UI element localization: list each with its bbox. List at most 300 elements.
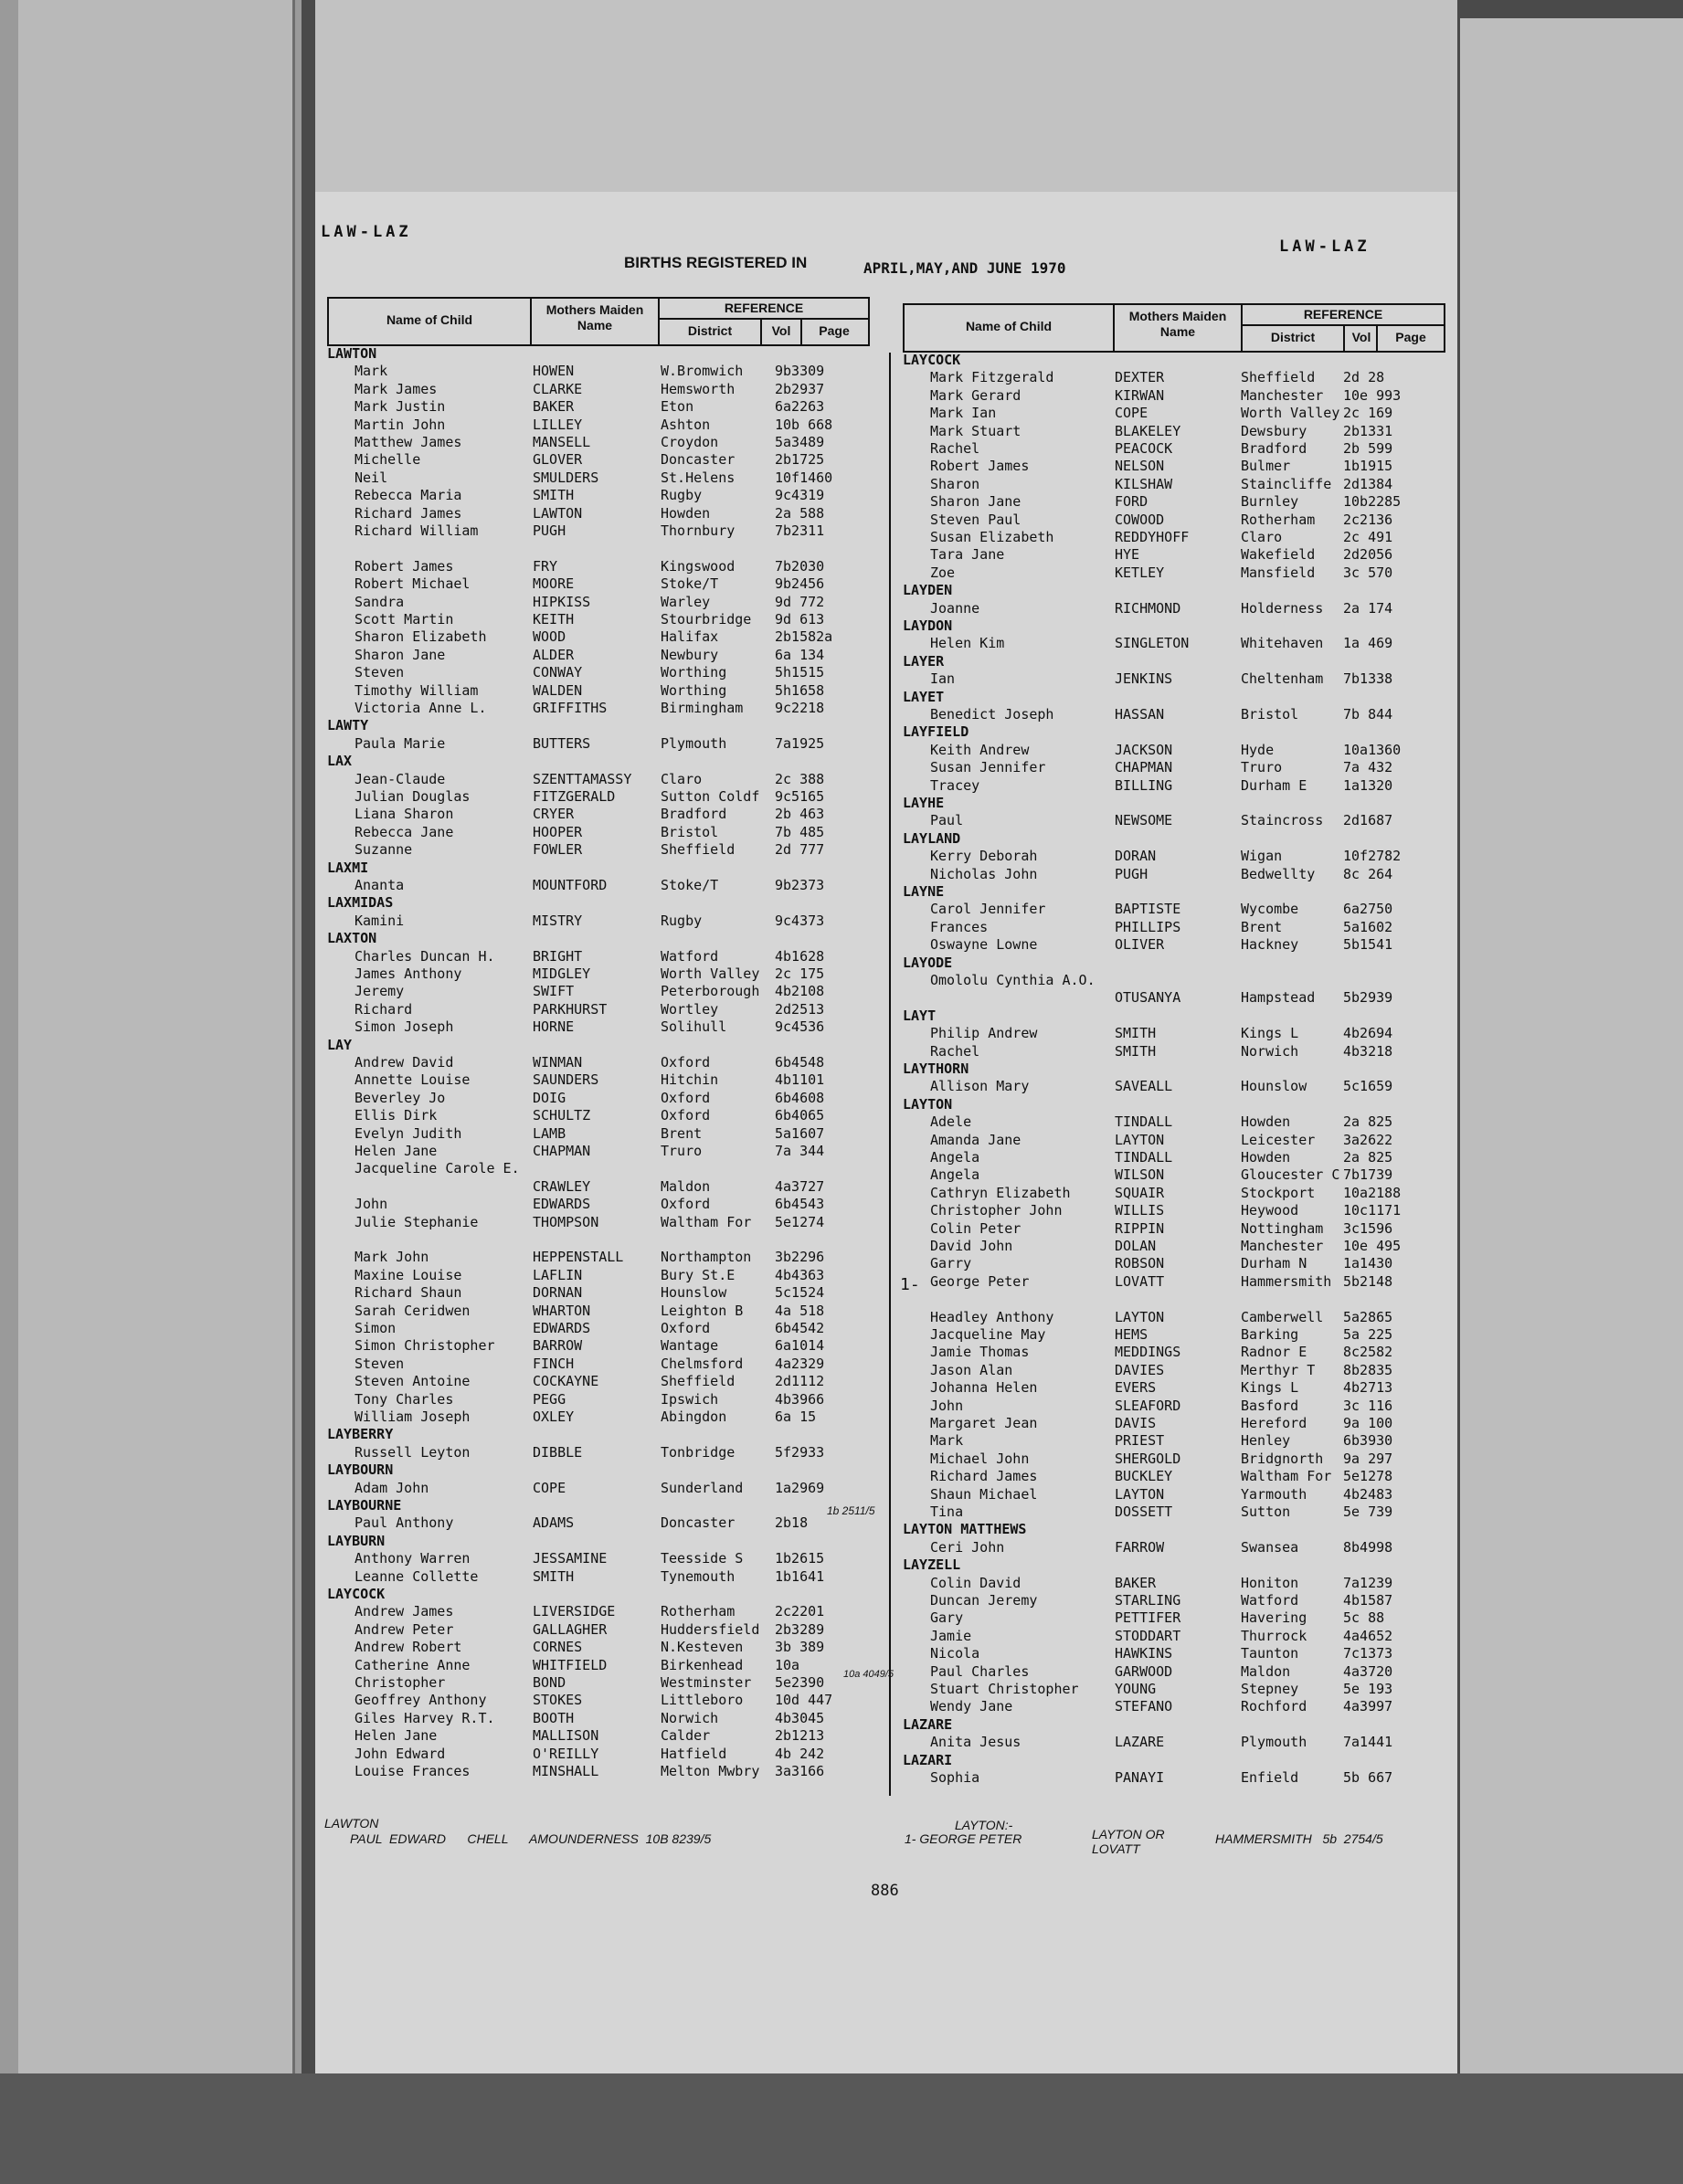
district: Huddersfield — [661, 1620, 760, 1638]
district: Worth Valley — [661, 965, 760, 982]
surname-heading — [903, 1716, 1451, 1734]
mother-maiden-name: CRAWLEY — [533, 1177, 591, 1195]
page-title: BIRTHS REGISTERED IN — [624, 254, 808, 271]
reference: 7b 485 — [775, 823, 825, 840]
child-name: Mark Gerard — [930, 386, 1021, 404]
district: Hackney — [1241, 936, 1299, 954]
district: Birmingham — [661, 700, 744, 716]
mother-maiden-name: BUCKLEY — [1115, 1468, 1173, 1485]
district: Eton — [661, 398, 694, 416]
reference: 2d2056 — [1343, 546, 1393, 564]
reference: 9d 772 — [775, 593, 825, 610]
mother-maiden-name: JACKSON — [1115, 741, 1173, 758]
district: Waltham For — [1241, 1468, 1332, 1485]
reference: 9b2456 — [775, 575, 825, 593]
mother-maiden-name: FORD — [1115, 493, 1148, 511]
column-separator — [889, 353, 891, 1796]
margin-mark: 1- — [900, 1275, 920, 1294]
district: Rochford — [1241, 1698, 1307, 1715]
district: Radnor E — [1241, 1344, 1307, 1361]
district: Doncaster — [661, 1514, 736, 1532]
mother-maiden-name: COPE — [533, 1479, 566, 1496]
mother-maiden-name: NEWSOME — [1115, 812, 1173, 829]
mother-maiden-name: LILLEY — [533, 416, 583, 433]
entry-row — [327, 381, 875, 398]
entry-row — [903, 1362, 1451, 1379]
mother-maiden-name: SMITH — [1115, 1025, 1157, 1042]
mother-maiden-name: WHITFIELD — [533, 1656, 608, 1673]
district: Leighton B — [661, 1302, 744, 1319]
child-name: Julie Stephanie — [355, 1213, 479, 1230]
surname-heading — [903, 617, 1451, 635]
reference: 4a3727 — [775, 1177, 825, 1195]
entry-row — [327, 398, 875, 416]
child-name: John — [355, 1196, 388, 1213]
district: Maldon — [661, 1177, 711, 1195]
reference: 7a 344 — [775, 1143, 825, 1159]
district: Hyde — [1241, 741, 1275, 758]
reference: 1b1641 — [775, 1567, 825, 1585]
reference: 10b 668 — [775, 416, 833, 433]
child-name: Kerry Deborah — [930, 848, 1038, 865]
child-name: Jean-Claude — [355, 770, 446, 787]
surname-heading — [903, 352, 1451, 369]
mother-maiden-name: SZENTTAMASSY — [533, 770, 632, 787]
child-name: Andrew Peter — [355, 1620, 454, 1638]
child-name: James Anthony — [355, 965, 462, 982]
entry-row — [327, 1001, 875, 1018]
child-name: Paula Marie — [355, 734, 446, 752]
child-name: Charles Duncan H. — [355, 947, 495, 965]
surname: LAYNE — [903, 883, 945, 900]
entry-row — [903, 777, 1451, 795]
entry-row — [903, 1592, 1451, 1609]
reference: 2d1687 — [1343, 812, 1393, 829]
surname: LAYTHORN — [903, 1060, 969, 1077]
child-name: Johanna Helen — [930, 1379, 1038, 1397]
reference: 9b3309 — [775, 363, 825, 380]
handwritten-name: 1- GEORGE PETER — [905, 1831, 1022, 1846]
mother-maiden-name: KETLEY — [1115, 564, 1165, 581]
entry-row — [903, 1575, 1451, 1592]
entry-row — [327, 1550, 875, 1567]
entry-row — [327, 841, 875, 859]
child-name: Allison Mary — [930, 1078, 1030, 1095]
reference: 6b3930 — [1343, 1432, 1393, 1450]
district-header: District — [1270, 330, 1316, 344]
child-name: Joanne — [930, 599, 980, 617]
child-name: Mark — [930, 1432, 964, 1450]
reference: 5c1524 — [775, 1284, 825, 1302]
district: Sheffield — [1241, 369, 1316, 386]
child-name: Rebecca Maria — [355, 487, 462, 504]
entry-row — [327, 1267, 875, 1284]
child-name: Rachel — [930, 1042, 980, 1060]
child-name: Zoe — [930, 564, 956, 581]
reference: 10f2782 — [1343, 848, 1402, 865]
entry-row — [903, 1681, 1451, 1698]
entry-row — [903, 458, 1451, 475]
mother-maiden-name: LAFLIN — [533, 1266, 583, 1283]
reference: 2d 28 — [1343, 369, 1385, 386]
district: Hitchin — [661, 1071, 719, 1089]
surname-heading — [327, 1461, 875, 1479]
mother-maiden-name: SHERGOLD — [1115, 1450, 1181, 1467]
surname-heading — [903, 830, 1451, 848]
surname: LAYBERRY — [327, 1426, 394, 1443]
entry-row — [327, 594, 875, 611]
child-name: Tara Jane — [930, 546, 1005, 564]
district: Enfield — [1241, 1769, 1299, 1786]
reference-header: REFERENCE — [724, 301, 804, 315]
child-name: Keith Andrew — [930, 741, 1030, 758]
child-name: David John — [930, 1238, 1013, 1254]
mother-maiden-name: BRIGHT — [533, 947, 583, 965]
reference: 2d 777 — [775, 841, 825, 859]
district: Warley — [661, 593, 711, 610]
surname: LAYT — [903, 1007, 937, 1024]
mother-maiden-name: LAZARE — [1115, 1734, 1165, 1751]
reference: 6a 134 — [775, 646, 825, 663]
district: Hammersmith — [1241, 1272, 1332, 1290]
entry-row — [327, 1692, 875, 1709]
entry-row — [327, 1337, 875, 1355]
entry-row — [327, 1391, 875, 1409]
reference: 1a2969 — [775, 1479, 825, 1496]
reference: 5a1607 — [775, 1124, 825, 1142]
mother-maiden-name: TINDALL — [1115, 1113, 1173, 1131]
reference: 1a1320 — [1343, 776, 1393, 794]
reference: 5h1658 — [775, 681, 825, 699]
reference: 6b4065 — [775, 1107, 825, 1124]
entry-row — [327, 1107, 875, 1124]
mother-maiden-name: RICHMOND — [1115, 599, 1181, 617]
entry-row — [903, 1149, 1451, 1166]
district: Swansea — [1241, 1538, 1299, 1556]
mother-maiden-name: HIPKISS — [533, 593, 591, 610]
child-name: Adele — [930, 1113, 972, 1131]
district: Howden — [1241, 1113, 1291, 1131]
district: N.Kesteven — [661, 1639, 744, 1656]
district: Hatfield — [661, 1745, 727, 1762]
mother-maiden-name: TINDALL — [1115, 1149, 1173, 1166]
district: Nottingham — [1241, 1219, 1324, 1237]
district: Kingswood — [661, 557, 736, 575]
entry-row — [327, 1356, 875, 1373]
surname-heading — [903, 582, 1451, 599]
reference: 4a 518 — [775, 1302, 825, 1319]
entry-row — [903, 1255, 1451, 1272]
district: Wycombe — [1241, 901, 1299, 918]
district: Peterborough — [661, 983, 760, 1000]
mother-maiden-name: SLEAFORD — [1115, 1397, 1181, 1414]
child-name: Tina — [930, 1503, 964, 1520]
mother-maiden-name: LIVERSIDGE — [533, 1603, 616, 1620]
mother-maiden-name: LAWTON — [533, 504, 583, 522]
handwritten-mother: LAYTON OR LOVATT — [1092, 1827, 1165, 1856]
entry-row — [327, 540, 875, 557]
entry-row — [327, 1196, 875, 1213]
child-name: Ian — [930, 670, 956, 688]
reference: 5b2148 — [1343, 1272, 1393, 1290]
entry-row — [327, 664, 875, 681]
entry-row — [903, 1132, 1451, 1149]
child-name: Gary — [930, 1609, 964, 1627]
district: Merthyr T — [1241, 1361, 1316, 1378]
mother-header: Mothers Maiden Name — [545, 302, 644, 332]
reference: 9b2373 — [775, 877, 825, 893]
entry-row — [327, 682, 875, 700]
surname-heading — [327, 1497, 875, 1514]
child-name: Andrew David — [355, 1054, 454, 1071]
surname: LAYDEN — [903, 582, 953, 599]
mother-maiden-name: HOWEN — [533, 363, 575, 380]
surname-heading — [903, 723, 1451, 741]
entry-row — [327, 575, 875, 593]
background-sheet-left — [18, 0, 295, 2184]
district: Hounslow — [661, 1284, 727, 1302]
mother-maiden-name: MOUNTFORD — [533, 877, 608, 893]
reference: 4b1587 — [1343, 1592, 1393, 1609]
reference: 1b1915 — [1343, 458, 1393, 475]
reference: 2b 463 — [775, 806, 825, 823]
handwritten-reference: HAMMERSMITH 5b 2754/5 — [1215, 1831, 1383, 1846]
reference: 10e 993 — [1343, 386, 1402, 404]
mother-maiden-name: BAPTISTE — [1115, 901, 1181, 918]
reference: 2b1331 — [1343, 422, 1393, 439]
child-name: Tony Charles — [355, 1390, 454, 1408]
entry-row — [327, 363, 875, 380]
child-name: Anita Jesus — [930, 1734, 1021, 1751]
reference: 1b2615 — [775, 1550, 825, 1567]
entry-row — [903, 1432, 1451, 1450]
entry-row — [903, 1309, 1451, 1326]
reference: 4b2694 — [1343, 1025, 1393, 1042]
mother-maiden-name: REDDYHOFF — [1115, 529, 1190, 545]
divider — [1343, 324, 1345, 351]
entry-row — [327, 558, 875, 575]
entry-row — [903, 848, 1451, 865]
surname: LAYDON — [903, 617, 953, 634]
reference: 2c 491 — [1343, 529, 1393, 545]
reference: 8c2582 — [1343, 1344, 1393, 1361]
district: Bulmer — [1241, 458, 1291, 475]
entry-row — [327, 1603, 875, 1620]
entry-row — [903, 1539, 1451, 1556]
mother-maiden-name: SINGLETON — [1115, 635, 1190, 652]
reference: 3c1596 — [1343, 1219, 1393, 1237]
child-name: Tracey — [930, 776, 980, 794]
mother-maiden-name: CORNES — [533, 1639, 583, 1656]
mother-maiden-name: GLOVER — [533, 451, 583, 469]
mother-maiden-name: ADAMS — [533, 1514, 575, 1532]
reference: 7b2030 — [775, 557, 825, 575]
reference: 6b4608 — [775, 1089, 825, 1106]
mother-maiden-name: PEGG — [533, 1390, 566, 1408]
entry-row — [903, 901, 1451, 918]
child-name: Omololu Cynthia A.O. — [930, 972, 1096, 988]
mother-maiden-name: WINMAN — [533, 1054, 583, 1071]
district: Dewsbury — [1241, 422, 1307, 439]
district: Ipswich — [661, 1390, 719, 1408]
surname: LAYBURN — [327, 1532, 386, 1549]
district: Manchester — [1241, 386, 1324, 404]
mother-maiden-name: BARROW — [533, 1337, 583, 1355]
reference: 7a1925 — [775, 734, 825, 752]
surname: LAYET — [903, 688, 945, 705]
entry-row — [903, 1025, 1451, 1042]
entry-row — [327, 1674, 875, 1692]
child-name: Headley Anthony — [930, 1308, 1054, 1325]
entry-row — [903, 1468, 1451, 1485]
surname-heading — [327, 1426, 875, 1443]
mother-maiden-name: SQUAIR — [1115, 1184, 1165, 1201]
district: Henley — [1241, 1432, 1291, 1450]
mother-maiden-name: SMITH — [533, 487, 575, 504]
mother-maiden-name: STEFANO — [1115, 1698, 1173, 1715]
entry-row — [327, 1303, 875, 1320]
district: Oxford — [661, 1054, 711, 1071]
district: Oxford — [661, 1196, 711, 1213]
reference: 10d 447 — [775, 1692, 833, 1709]
reference: 6a1014 — [775, 1337, 825, 1355]
mother-maiden-name: MISTRY — [533, 912, 583, 929]
district: Kings L — [1241, 1379, 1299, 1397]
district: Chelmsford — [661, 1355, 744, 1372]
mother-maiden-name: HEMS — [1115, 1326, 1148, 1343]
surname: LAYHE — [903, 795, 945, 811]
reference: 9a 100 — [1343, 1415, 1393, 1431]
mother-maiden-name: BAKER — [1115, 1574, 1157, 1591]
surname: LAYTON MATTHEWS — [903, 1521, 1027, 1538]
divider — [1241, 303, 1243, 351]
child-name: Richard — [355, 1000, 413, 1018]
district: Whitehaven — [1241, 635, 1324, 652]
reference: 5e1274 — [775, 1213, 825, 1230]
mother-maiden-name: WILSON — [1115, 1166, 1165, 1184]
child-name: Geoffrey Anthony — [355, 1692, 487, 1709]
entry-row — [903, 529, 1451, 546]
reference: 2a 174 — [1343, 599, 1393, 617]
child-name: Catherine Anne — [355, 1656, 471, 1673]
divider — [1241, 324, 1444, 326]
entry-row — [903, 1734, 1451, 1751]
reference: 10a2188 — [1343, 1184, 1402, 1201]
child-name: Suzanne — [355, 841, 413, 859]
mother-maiden-name: BLAKELEY — [1115, 422, 1181, 439]
entry-row — [903, 1291, 1451, 1308]
child-name: Giles Harvey R.T. — [355, 1709, 495, 1726]
child-name: Ellis Dirk — [355, 1107, 438, 1124]
district: Bradford — [661, 806, 727, 823]
child-name: Richard James — [930, 1468, 1038, 1485]
district: Honiton — [1241, 1574, 1299, 1591]
child-name: Martin John — [355, 416, 446, 433]
mother-maiden-name: BOND — [533, 1674, 566, 1691]
district: Oxford — [661, 1107, 711, 1124]
child-name: Sandra — [355, 593, 405, 610]
reference: 7b1338 — [1343, 670, 1393, 688]
mother-maiden-name: EVERS — [1115, 1379, 1157, 1397]
handwritten-surname-right: LAYTON:- — [955, 1818, 1013, 1832]
child-name: Rachel — [930, 440, 980, 457]
reference: 2d1112 — [775, 1373, 825, 1390]
surname: LAYLAND — [903, 829, 961, 847]
reference: 4b1101 — [775, 1071, 825, 1089]
district: Bedwellty — [1241, 865, 1316, 882]
district: Burnley — [1241, 493, 1299, 511]
margin-note: 1b 2511/5 — [827, 1504, 875, 1517]
child-name: Louise Frances — [355, 1763, 471, 1779]
surname-heading — [327, 753, 875, 770]
mother-maiden-name: HYE — [1115, 546, 1140, 564]
mother-maiden-name: WOOD — [533, 628, 566, 646]
reference: 9c4319 — [775, 487, 825, 504]
mother-maiden-name: SCHULTZ — [533, 1107, 591, 1124]
entry-row — [327, 1657, 875, 1674]
child-name: Oswayne Lowne — [930, 936, 1038, 954]
mother-maiden-name: BOOTH — [533, 1709, 575, 1726]
district: Waltham For — [661, 1213, 752, 1230]
child-name: Susan Elizabeth — [930, 529, 1054, 545]
entry-row — [903, 369, 1451, 386]
child-name: Ceri John — [930, 1538, 1005, 1556]
reference: 5c 88 — [1343, 1609, 1385, 1627]
child-name: Helen Jane — [355, 1727, 438, 1745]
entry-row — [327, 1018, 875, 1036]
entry-row — [327, 487, 875, 504]
district: Mansfield — [1241, 564, 1316, 581]
child-name: Simon Christopher — [355, 1337, 495, 1355]
surname: LAYBOURNE — [327, 1497, 402, 1514]
entry-row — [327, 1568, 875, 1586]
child-name: Mark Ian — [930, 405, 997, 422]
district: Holderness — [1241, 599, 1324, 617]
child-name: Mark Justin — [355, 398, 446, 416]
mother-maiden-name: DIBBLE — [533, 1443, 583, 1461]
child-name: Jamie — [930, 1627, 972, 1644]
child-name: Richard William — [355, 522, 479, 539]
district: Wigan — [1241, 848, 1283, 865]
entry-row — [903, 1185, 1451, 1202]
surname: LAXTON — [327, 930, 377, 947]
mother-maiden-name: THOMPSON — [533, 1213, 599, 1230]
district: Halifax — [661, 628, 719, 646]
mother-maiden-name: STODDART — [1115, 1627, 1181, 1644]
reference: 5a2865 — [1343, 1308, 1393, 1325]
child-name: Robert James — [355, 557, 454, 575]
surname-heading — [327, 1037, 875, 1054]
entry-row — [903, 1379, 1451, 1397]
entry-row — [327, 824, 875, 841]
child-name: Paul Anthony — [355, 1514, 454, 1532]
child-name: Sharon Jane — [930, 493, 1021, 511]
district: Watford — [661, 947, 719, 965]
margin-note: 10a 4049/5 — [843, 1669, 894, 1680]
child-name: Scott Martin — [355, 611, 454, 628]
child-name: Julian Douglas — [355, 788, 471, 805]
district: Taunton — [1241, 1645, 1299, 1662]
district: Sheffield — [661, 1373, 736, 1390]
entry-row — [327, 1727, 875, 1745]
district: Solihull — [661, 1018, 727, 1036]
district: Calder — [661, 1727, 711, 1745]
district: Stepney — [1241, 1681, 1299, 1697]
reference: 4a4652 — [1343, 1627, 1393, 1644]
mother-maiden-name: EDWARDS — [533, 1320, 591, 1336]
child-name: Sophia — [930, 1769, 980, 1786]
reference: 10a — [775, 1656, 800, 1673]
